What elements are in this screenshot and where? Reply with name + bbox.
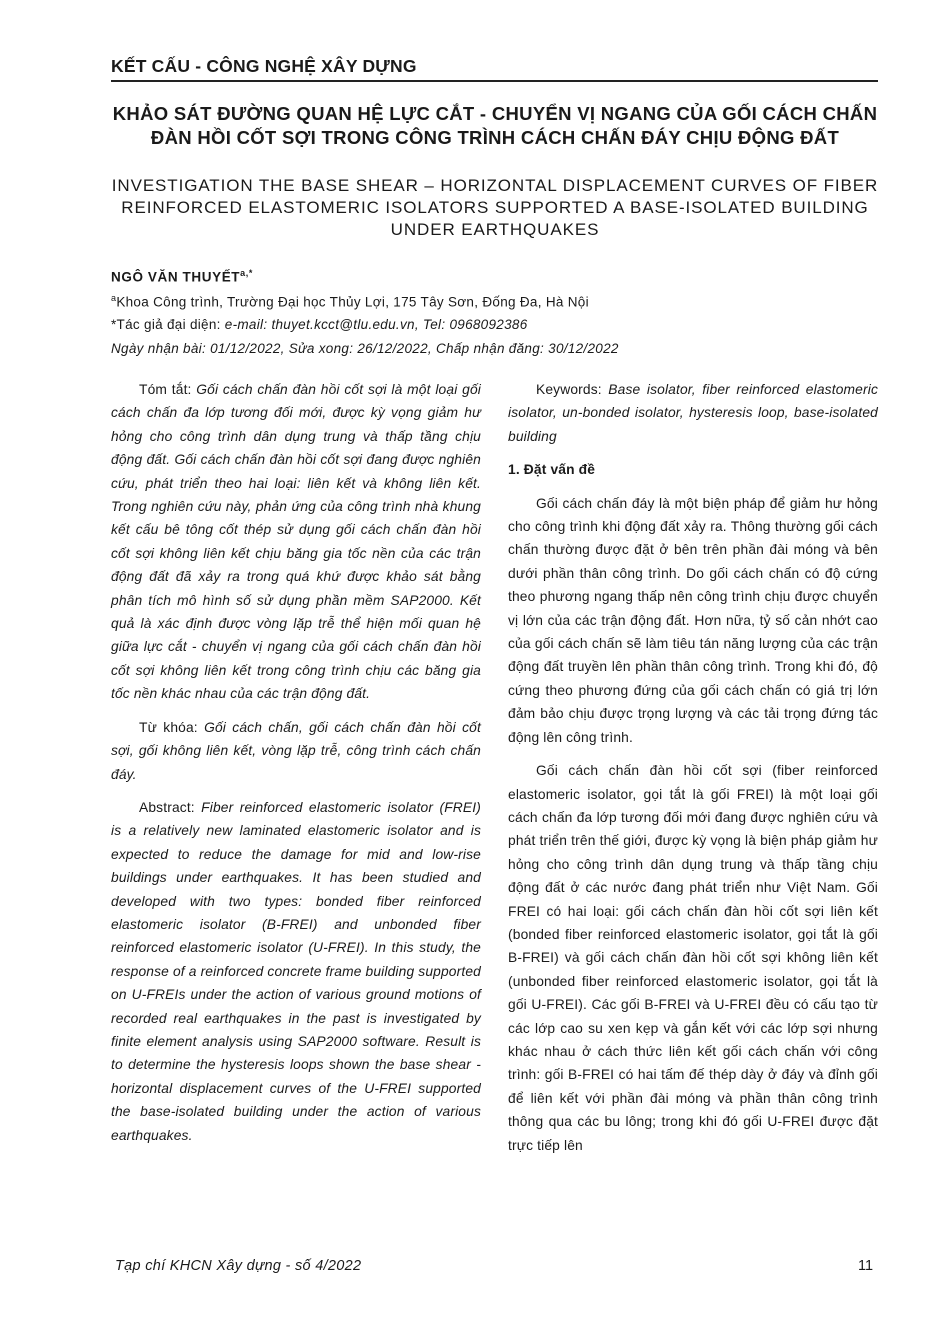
correspondence [111, 317, 528, 332]
page-number: 11 [858, 1258, 874, 1274]
keywords-vi-label: Từ khóa: [139, 719, 205, 735]
keywords-en-label: Keywords: [536, 382, 609, 397]
tel: 0968092386 [449, 317, 528, 332]
body-paragraph-2: Gối cách chấn đàn hồi cốt sợi (fiber reinforced elastomeric isolator, gọi tắt là gối FREI) là một loại gối cách chấn đa lớp tương đối mới đang được nghiên cứu và phát triển trên thế giới, được kỳ vọng là biện pháp giảm hư hỏng cho công trình dân dụng trung và thấp tầng chịu động đất ở các nước đang phát triển như Việt Nam. Gối FREI có hai loại: gối cách chấn đàn hồi cốt sợi liên kết (bonded fiber reinforced elastomeric isolator, gọi tắt là gối B-FREI) và gối cách chấn đàn hồi cốt sợi không liên kết (unbonded fiber reinforced elastomeric isolator, gọi tắt là gối U-FREI). Các gối B-FREI và U-FREI đều có cấu tạo từ các lớp cao su xen kẹp và gắn kết với các lớp sợi nhưng khác nhau ở cách thức liên kết gối cách chấn với công trình: gối B-FREI có hai tấm đế thép dày ở đáy và đỉnh gối để liên kết với phần đài móng và phần thân công trình thông qua các bu lông; trong khi đó gối U-FREI được đặt trực tiếp lên [508, 763, 878, 1153]
section-header: KẾT CẤU - CÔNG NGHỆ XÂY DỰNG [111, 56, 417, 76]
email[interactable]: thuyet.kcct@tlu.edu.vn [271, 317, 415, 332]
abstract-label: Abstract: [139, 799, 202, 815]
title-english: INVESTIGATION THE BASE SHEAR – HORIZONTAL DISPLACEMENT CURVES OF FIBER REINFORCED ELASTOMERIC ISOLATORS SUPPORTED A BASE-ISOLATED BUILDING UNDER EARTHQUAKES [111, 176, 879, 239]
left-column [111, 378, 481, 1157]
right-column [508, 378, 878, 1167]
corr-prefix: *Tác giả đại diện: [111, 317, 225, 332]
abstract-paragraph [111, 796, 481, 1147]
author [111, 268, 253, 285]
abstract-text: Fiber reinforced elastomeric isolator (FREI) is a relatively new laminated elastomeric isolator and is expected to reduce the damage for mid and low-rise buildings under earthquakes. It has been studied and developed with two types: bonded fiber reinforced elastomeric isolator (B-FREI) and unbonded fiber reinforced elastomeric isolator (U-FREI). In this study, the response of a reinforced concrete frame building supported on U-FREIs under the action of various ground motions of recorded real earthquakes in the past is investigated by finite element analysis using SAP2000 software. Result is to determine the hysteresis loops shown the base shear - horizontal displacement curves of the U-FREI supported the base-isolated building under the action of various earthquakes. [111, 799, 481, 1143]
email-label: e-mail: [224, 317, 272, 332]
keywords-vi-paragraph [111, 716, 481, 786]
keywords-vi-text: Gối cách chấn, gối cách chấn đàn hồi cốt sợi, gối không liên kết, vòng lặp trễ, công trình cách chấn đáy. [111, 719, 481, 782]
title-vietnamese: KHẢO SÁT ĐƯỜNG QUAN HỆ LỰC CẮT - CHUYỂN VỊ NGANG CỦA GỐI CÁCH CHẤN ĐÀN HỒI CỐT SỢI TRONG CÔNG TRÌNH CÁCH CHẤN ĐÁY CHỊU ĐỘNG ĐẤT [112, 103, 878, 148]
summary-text: Gối cách chấn đàn hồi cốt sợi là một loại gối cách chấn đa lớp tương đối mới, được kỳ vọng giảm hư hỏng cho công trình dân dụng trung và thấp tầng chịu động đất. Gối cách chấn đàn hồi cốt sợi đang được nghiên cứu, phát triển theo hai loại: liên kết và không liên kết. Trong nghiên cứu này, phản ứng của công trình nhà khung kết cấu bê tông cốt thép sử dụng gối cách chấn đàn hồi cốt sợi không liên kết chịu băng gia tốc nền của các trận động đất đã xảy ra trong quá khứ được khảo sát bằng phân tích mô hình số sử dụng phần mềm SAP2000. Kết quả là xác định được vòng lặp trễ thể hiện mối quan hệ giữa lực cắt - chuyển vị ngang của gối cách chấn đàn hồi cốt sợi không liên kết trong công trình chịu các băng gia tốc nền khác nhau của các trận động đất. [111, 382, 481, 702]
body-paragraph-1: Gối cách chấn đáy là một biện pháp để giảm hư hỏng cho công trình khi động đất xảy ra. Thông thường gối cách chấn thường được đặt ở bên trên phần đài móng và bên dưới phần thân công trình. Do gối cách chấn có độ cứng theo phương ngang thấp nên công trình chịu được chuyển vị lớn của các trận động đất. Hơn nữa, tỷ số cản nhớt cao của gối cách chấn sẽ làm tiêu tán năng lượng của các trận động đất truyền lên phần thân công trình. Trong khi đó, độ cứng theo phương đứng của gối cách chấn có giá trị lớn đảm bảo chịu được trọng lượng và các tải trọng đứng tác động lên công trình. [508, 495, 878, 745]
affiliation-text: Khoa Công trình, Trường Đại học Thủy Lợi, 175 Tây Sơn, Đống Đa, Hà Nội [116, 294, 589, 310]
affiliation-sup: a [111, 293, 117, 303]
summary-paragraph [111, 378, 481, 706]
header-rule [111, 80, 878, 82]
affiliation [111, 293, 589, 310]
keywords-en-paragraph [508, 378, 878, 448]
summary-label: Tóm tắt: [139, 382, 197, 397]
author-name: NGÔ VĂN THUYẾT [111, 269, 241, 285]
dates: Ngày nhận bài: 01/12/2022, Sửa xong: 26/12/2022, Chấp nhận đăng: 30/12/2022 [111, 341, 619, 356]
footer-journal: Tạp chí KHCN Xây dựng - số 4/2022 [115, 1258, 362, 1274]
author-sup: a,* [240, 268, 253, 278]
tel-label: , Tel: [414, 317, 450, 332]
keywords-en-text: Base isolator, fiber reinforced elastomeric isolator, un-bonded isolator, hysteresis loop, base-isolated building [508, 382, 878, 444]
section-heading: 1. Đặt vấn đề [508, 462, 596, 478]
